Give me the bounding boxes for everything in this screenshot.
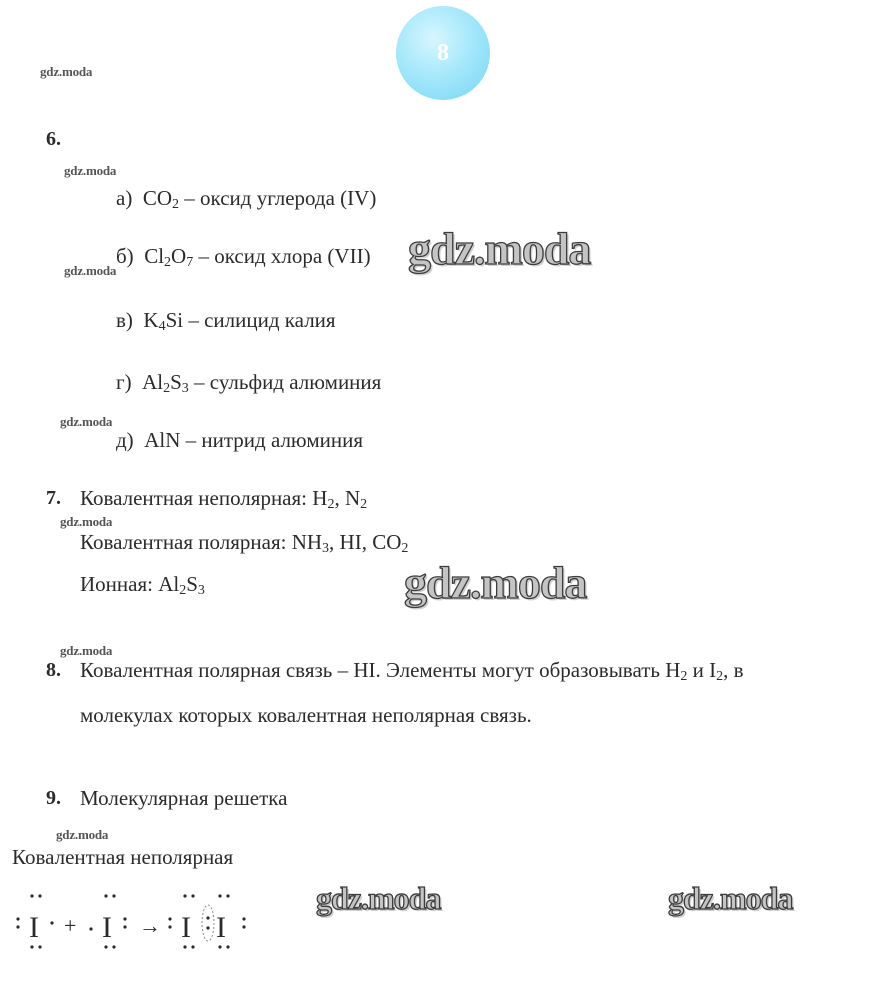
watermark: gdz.moda <box>40 64 93 79</box>
q6-item-d <box>116 370 381 395</box>
q8-line-2: молекулах которых ковалентная неполярная связь. <box>80 703 532 727</box>
q8-line-1: Ковалентная полярная связь – HI. Элементы могут образовывать $H_2$ и $I_2$, в <box>80 658 744 684</box>
atom-label: I <box>181 911 191 944</box>
q9-line-2: Ковалентная неполярная <box>12 845 234 869</box>
iodine-atom-2 <box>89 894 126 948</box>
page-number-badge <box>396 6 490 100</box>
page-number: 8 <box>437 39 449 66</box>
watermark: gdz.moda <box>64 263 117 278</box>
item-text: – сульфид алюминия <box>188 370 382 394</box>
q6-item-c <box>116 308 336 333</box>
q6-item-a <box>116 186 376 211</box>
q6-item-e <box>116 428 363 453</box>
question-number: 6. <box>46 128 61 150</box>
item-letter: а) <box>116 186 133 210</box>
watermark: gdz.moda <box>668 880 793 916</box>
formula: $CO_2$ <box>142 186 180 212</box>
watermark: gdz.moda <box>60 643 113 658</box>
q6-item-b <box>116 244 371 269</box>
watermark: gdz.moda <box>60 514 113 529</box>
watermark: gdz.moda <box>60 414 113 429</box>
item-text: – нитрид алюминия <box>180 428 364 452</box>
plus-sign: + <box>64 913 77 938</box>
q7-line-nonpolar: Ковалентная неполярная: $H_2$, $N_2$ <box>80 486 368 512</box>
formula: $Al_2S_3$ <box>142 370 189 396</box>
watermark: gdz.moda <box>56 827 109 842</box>
item-letter: в) <box>116 308 133 332</box>
q9-line-1: Молекулярная решетка <box>80 786 288 810</box>
watermark: gdz.moda <box>64 163 117 178</box>
atom-label: I <box>102 911 112 944</box>
item-text: – оксид хлора (VII) <box>193 244 371 268</box>
item-letter: д) <box>116 428 134 452</box>
item-text: – силицид калия <box>183 308 336 332</box>
atom-label: I <box>29 911 39 944</box>
question-number: 7. <box>46 487 61 509</box>
watermark: gdz.moda <box>404 557 587 608</box>
watermark: gdz.moda <box>316 880 441 916</box>
formula: AlN <box>144 428 181 452</box>
watermark: gdz.moda <box>408 223 591 274</box>
formula: $Cl_2O_7$ <box>144 244 194 270</box>
q7-line-polar: Ковалентная полярная: $NH_3$, HI, $CO_2$ <box>80 530 409 556</box>
question-number: 8. <box>46 659 61 681</box>
item-letter: г) <box>116 370 132 394</box>
atom-label: I <box>216 911 226 944</box>
arrow: → <box>139 913 161 938</box>
item-letter: б) <box>116 244 134 268</box>
lewis-structure-diagram <box>12 893 262 953</box>
q7-line-ionic: Ионная: $Al_2S_3$ <box>80 572 205 598</box>
formula: $K_4Si$ <box>143 308 184 334</box>
item-text: – оксид углерода (IV) <box>179 186 377 210</box>
iodine-molecule <box>168 894 245 948</box>
iodine-atom-1 <box>16 894 53 948</box>
question-number: 9. <box>46 787 61 809</box>
